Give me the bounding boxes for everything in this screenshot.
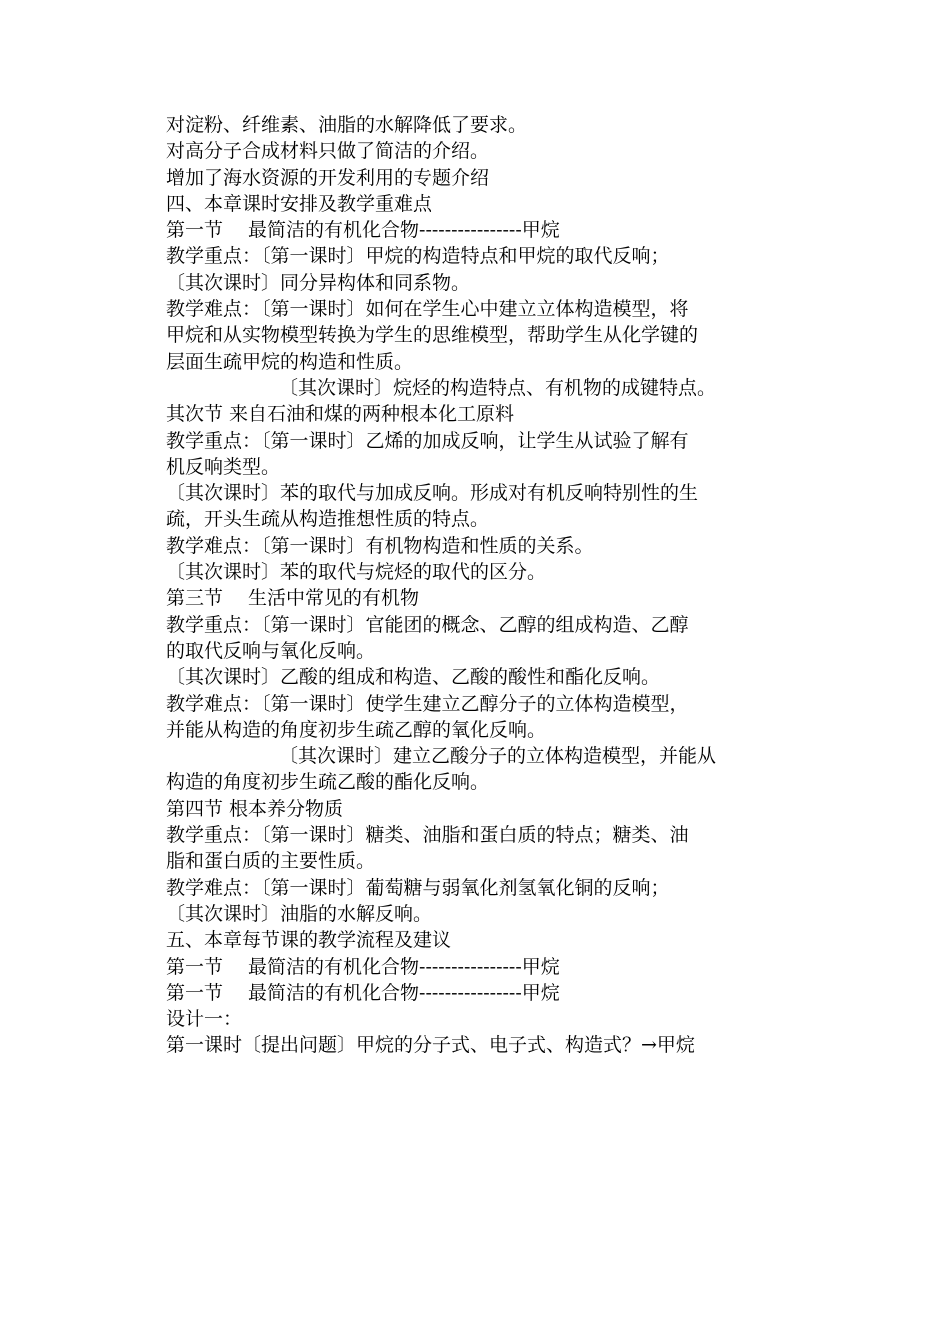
- text-line: 〔其次课时〕烷烃的构造特点、有机物的成键特点。: [279, 376, 717, 399]
- text-line: 的取代反响与氧化反响。: [166, 639, 376, 662]
- subsection-heading: 第四节 根本养分物质: [166, 797, 344, 820]
- text-line: 脂和蛋白质的主要性质。: [166, 850, 376, 873]
- text-line: 教学重点：〔第一课时〕甲烷的构造特点和甲烷的取代反响；: [166, 245, 670, 268]
- text-line: 〔其次课时〕苯的取代与加成反响。形成对有机反响特别性的生: [166, 482, 699, 505]
- text-line: 教学难点：〔第一课时〕如何在学生心中建立立体构造模型，将: [166, 298, 689, 321]
- text-line: 对高分子合成材料只做了简洁的介绍。: [166, 140, 490, 163]
- subsection-heading: 第一节 最简洁的有机化合物----------------甲烷: [166, 219, 560, 242]
- text-line: 甲烷和从实物模型转换为学生的思维模型，帮助学生从化学键的: [166, 324, 699, 347]
- text-line: 〔其次课时〕乙酸的组成和构造、乙酸的酸性和酯化反响。: [166, 666, 661, 689]
- section-heading: 四、本章课时安排及教学重难点: [166, 192, 433, 215]
- text-line: 层面生疏甲烷的构造和性质。: [166, 350, 414, 373]
- text-line: 〔其次课时〕同分异构体和同系物。: [166, 271, 471, 294]
- text-line: 设计一：: [166, 1008, 243, 1031]
- text-line: 机反响类型。: [166, 455, 281, 478]
- text-line: 第一课时〔提出问题〕甲烷的分子式、电子式、构造式？→甲烷: [166, 1034, 695, 1057]
- section-heading: 五、本章每节课的教学流程及建议: [166, 929, 452, 952]
- subsection-heading: 第一节 最简洁的有机化合物----------------甲烷: [166, 955, 560, 978]
- text-line: 构造的角度初步生疏乙酸的酯化反响。: [166, 771, 490, 794]
- subsection-heading: 其次节 来自石油和煤的两种根本化工原料: [166, 403, 515, 426]
- text-line: 并能从构造的角度初步生疏乙醇的氧化反响。: [166, 718, 547, 741]
- text-line: 教学难点：〔第一课时〕有机物构造和性质的关系。: [166, 534, 594, 557]
- text-line: 增加了海水资源的开发利用的专题介绍: [166, 166, 490, 189]
- text-line: 疏，开头生疏从构造推想性质的特点。: [166, 508, 490, 531]
- text-line: 教学难点：〔第一课时〕使学生建立乙醇分子的立体构造模型，: [166, 692, 689, 715]
- text-line: 对淀粉、纤维素、油脂的水解降低了要求。: [166, 114, 528, 136]
- text-line: 教学难点：〔第一课时〕葡萄糖与弱氧化剂氢氧化铜的反响；: [166, 876, 670, 899]
- text-line: 教学重点：〔第一课时〕乙烯的加成反响，让学生从试验了解有: [166, 429, 689, 452]
- text-line: 教学重点：〔第一课时〕官能团的概念、乙醇的组成构造、乙醇: [166, 613, 689, 636]
- text-line: 〔其次课时〕建立乙酸分子的立体构造模型，并能从: [279, 745, 717, 768]
- text-line: 教学重点：〔第一课时〕糖类、油脂和蛋白质的特点；糖类、油: [166, 824, 689, 847]
- subsection-heading: 第一节 最简洁的有机化合物----------------甲烷: [166, 981, 560, 1004]
- document-body: [166, 112, 786, 1059]
- text-line: 〔其次课时〕油脂的水解反响。: [166, 902, 433, 925]
- subsection-heading: 第三节 生活中常见的有机物: [166, 587, 420, 610]
- text-line: 〔其次课时〕苯的取代与烷烃的取代的区分。: [166, 561, 547, 584]
